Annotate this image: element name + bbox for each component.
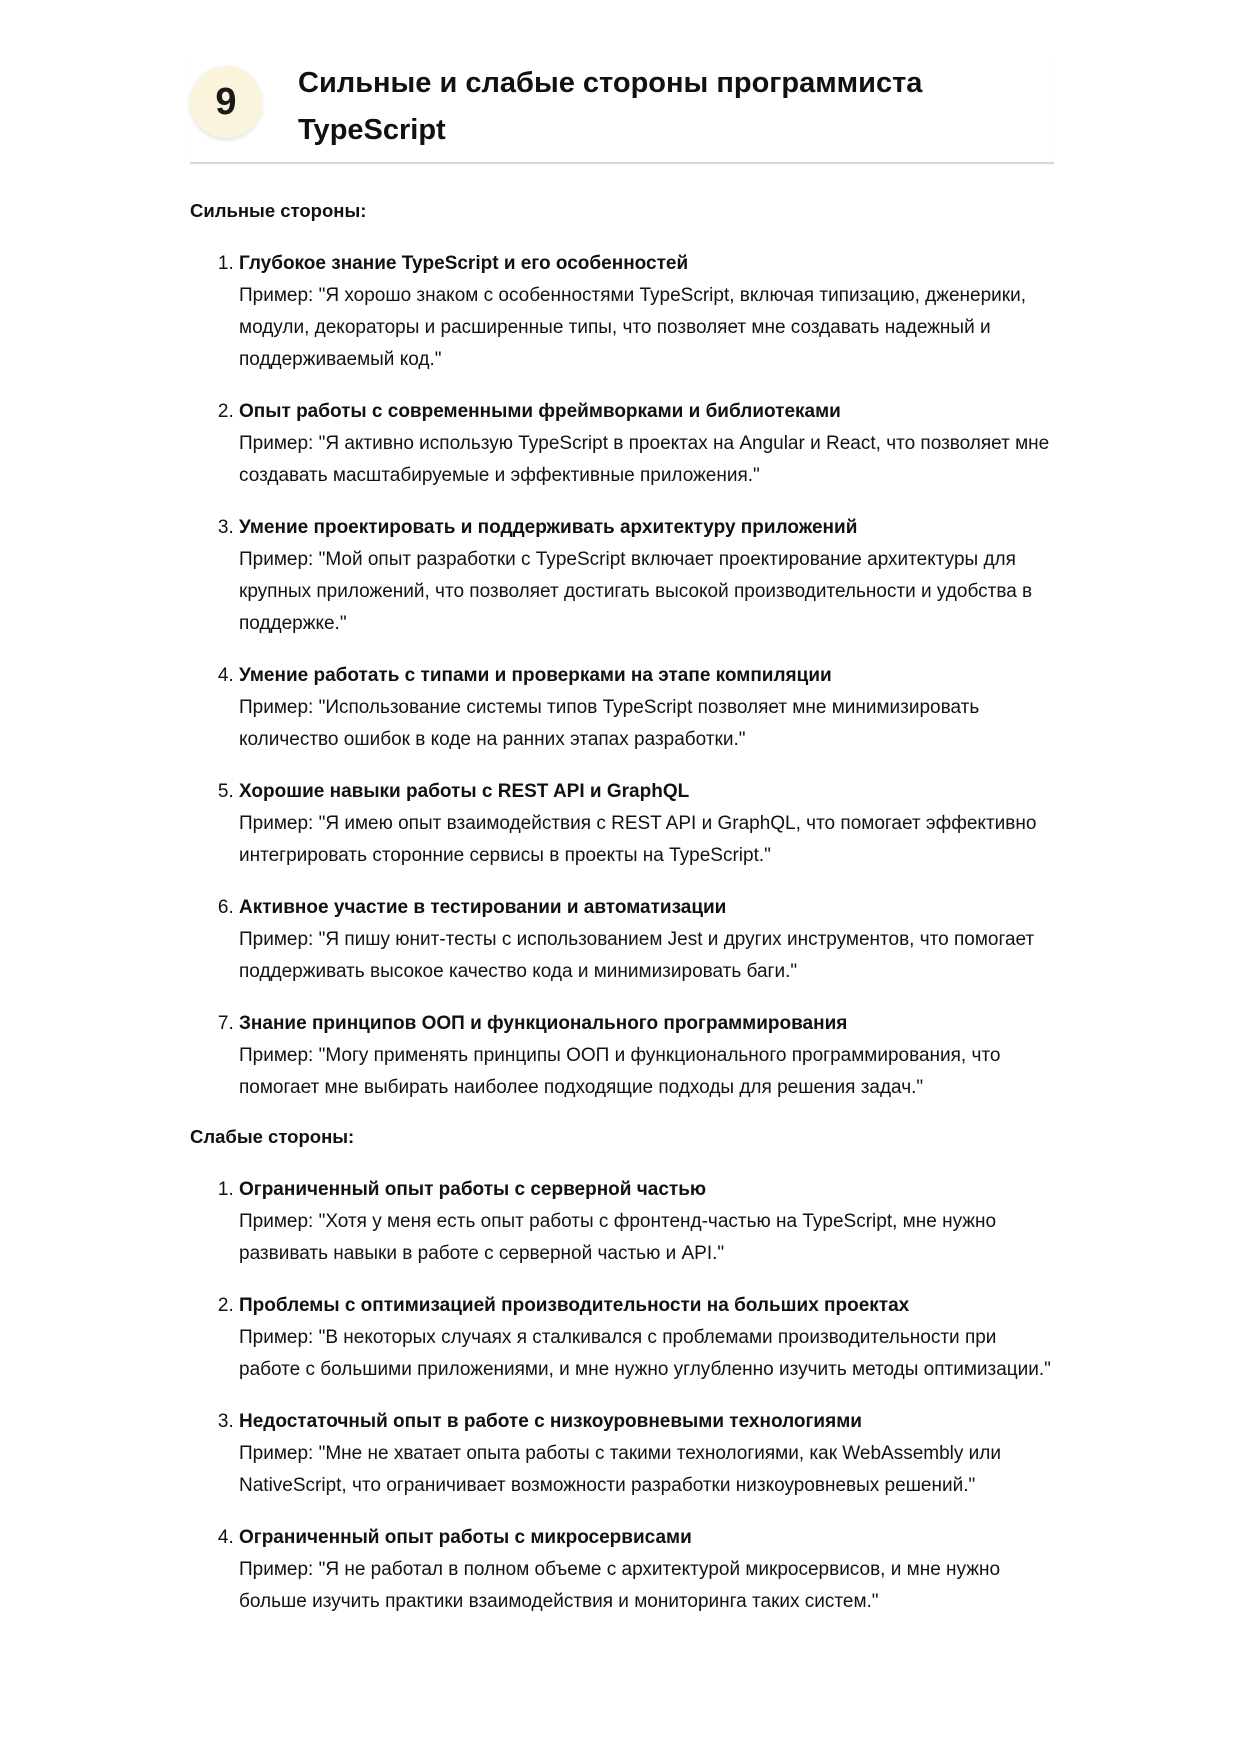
list-item [239, 1290, 1054, 1386]
list-item [239, 892, 1054, 988]
list-item [239, 1174, 1054, 1270]
item-title: 1. Глубокое знание TypeScript и его особенностей [239, 253, 689, 274]
weaknesses-heading: Слабые стороны: [190, 1126, 355, 1147]
item-example: Пример: "Я не работал в полном объеме с архитектурой микросервисов, и мне нужно больше изучить практики взаимодействия и мониторинга таких систем." [239, 1559, 1001, 1612]
page-title: Сильные и слабые стороны программиста TypeScript [298, 67, 923, 146]
item-example: Пример: "Мне не хватает опыта работы с такими технологиями, как WebAssembly или NativeScript, что ограничивает возможности разработки низкоуровневых решений." [239, 1443, 1001, 1496]
section-number-badge: 9 [190, 66, 262, 138]
item-title: 3. Недостаточный опыт в работе с низкоуровневыми технологиями [239, 1411, 862, 1432]
item-example: Пример: "Я имею опыт взаимодействия с REST API и GraphQL, что помогает эффективно интегрировать сторонние сервисы в проекты на TypeScript." [239, 813, 1037, 866]
document-page [190, 58, 1054, 1638]
list-item [239, 396, 1054, 492]
item-example: Пример: "Я активно использую TypeScript в проектах на Angular и React, что позволяет мне создавать масштабируемые и эффективные приложения." [239, 433, 1050, 486]
item-title: 2. Проблемы с оптимизацией производительности на больших проектах [239, 1295, 910, 1316]
item-title: 2. Опыт работы с современными фреймворками и библиотеками [239, 401, 841, 422]
item-title: 1. Ограниченный опыт работы с серверной частью [239, 1179, 707, 1200]
list-item [239, 1406, 1054, 1502]
item-example: Пример: "Я пишу юнит-тесты с использованием Jest и других инструментов, что помогает поддерживать высокое качество кода и минимизировать баги." [239, 929, 1035, 982]
list-item [239, 512, 1054, 640]
section-header [190, 58, 1054, 164]
item-title: 7. Знание принципов ООП и функционального программирования [239, 1013, 848, 1034]
list-item [239, 248, 1054, 376]
list-item [239, 776, 1054, 872]
item-title: 4. Умение работать с типами и проверками на этапе компиляции [239, 665, 832, 686]
list-item [239, 1522, 1054, 1618]
item-title: 5. Хорошие навыки работы с REST API и GraphQL [239, 781, 690, 802]
item-example: Пример: "В некоторых случаях я сталкивался с проблемами производительности при работе с большими приложениями, и мне нужно углубленно изучить методы оптимизации." [239, 1327, 1051, 1380]
item-title: 3. Умение проектировать и поддерживать архитектуру приложений [239, 517, 858, 538]
item-example: Пример: "Я хорошо знаком с особенностями TypeScript, включая типизацию, дженерики, модули, декораторы и расширенные типы, что позволяет мне создавать надежный и поддерживаемый код." [239, 285, 1026, 370]
item-example: Пример: "Мой опыт разработки с TypeScript включает проектирование архитектуры для крупных приложений, что позволяет достигать высокой производительности и удобства в поддержке." [239, 549, 1033, 634]
strengths-heading: Сильные стороны: [190, 200, 367, 221]
strengths-list [190, 248, 1054, 1104]
item-example: Пример: "Могу применять принципы ООП и функционального программирования, что помогает мне выбирать наиболее подходящие подходы для решения задач." [239, 1045, 1001, 1098]
item-title: 6. Активное участие в тестировании и автоматизации [239, 897, 727, 918]
item-example: Пример: "Использование системы типов TypeScript позволяет мне минимизировать количество ошибок в коде на ранних этапах разработки." [239, 697, 980, 750]
weaknesses-list [190, 1174, 1054, 1618]
item-title: 4. Ограниченный опыт работы с микросервисами [239, 1527, 692, 1548]
list-item [239, 1008, 1054, 1104]
item-example: Пример: "Хотя у меня есть опыт работы с фронтенд-частью на TypeScript, мне нужно развивать навыки в работе с серверной частью и API." [239, 1211, 997, 1264]
list-item [239, 660, 1054, 756]
